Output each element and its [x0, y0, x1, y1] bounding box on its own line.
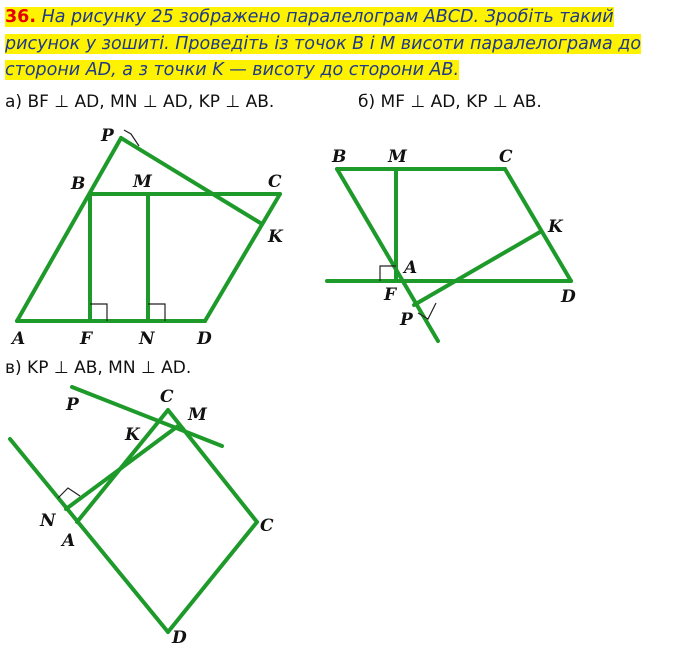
- label-c: C: [268, 172, 282, 192]
- label-b: B: [332, 147, 347, 167]
- label-a: A: [62, 531, 76, 551]
- label-n: N: [139, 329, 155, 349]
- line-ad-extended: [10, 439, 168, 632]
- caption-c: в) KP ⊥ AB, MN ⊥ AD.: [5, 358, 192, 378]
- right-angle-f: [90, 304, 107, 321]
- figure-c: [10, 387, 274, 648]
- label-k: K: [125, 425, 140, 445]
- line-ab-extended: [337, 169, 438, 341]
- side-bc: [168, 410, 257, 522]
- label-d: D: [172, 628, 187, 648]
- figure-a: [10, 126, 284, 349]
- label-a: A: [404, 258, 418, 278]
- right-angle-n: [148, 304, 165, 321]
- label-m: M: [133, 172, 152, 192]
- line-mn: [66, 426, 178, 509]
- height-kp: [414, 232, 540, 305]
- task-text: На рисунку 25 зображено паралелограм ABCD. Зробіть такий рисунок у зошиті. Проведіть із точок B і M висоти паралелограма до сторони AD, а з точки K — висоту до сторони AB.: [5, 7, 642, 80]
- side-ab: [17, 138, 121, 321]
- label-f: F: [384, 285, 397, 305]
- label-k: K: [548, 217, 563, 237]
- label-c2: C: [260, 516, 274, 536]
- side-cd: [168, 522, 257, 632]
- label-d: D: [561, 287, 576, 307]
- label-k: K: [268, 227, 283, 247]
- label-b: B: [71, 174, 86, 194]
- label-a: A: [12, 329, 26, 349]
- label-m: M: [188, 405, 207, 425]
- label-p: P: [101, 126, 114, 146]
- label-n: N: [40, 511, 56, 531]
- label-d: D: [197, 329, 212, 349]
- label-p: P: [66, 395, 79, 415]
- label-m: M: [388, 147, 407, 167]
- label-f: F: [80, 329, 93, 349]
- label-c: C: [499, 147, 513, 167]
- label-c: C: [160, 387, 174, 407]
- caption-b: б) MF ⊥ AD, KP ⊥ AB.: [358, 92, 542, 112]
- caption-a: а) BF ⊥ AD, MN ⊥ AD, KP ⊥ AB.: [5, 92, 275, 112]
- label-p: P: [400, 310, 413, 330]
- right-angle-n: [58, 488, 80, 498]
- figure-b: [327, 147, 576, 341]
- task-number: 36.: [5, 7, 37, 27]
